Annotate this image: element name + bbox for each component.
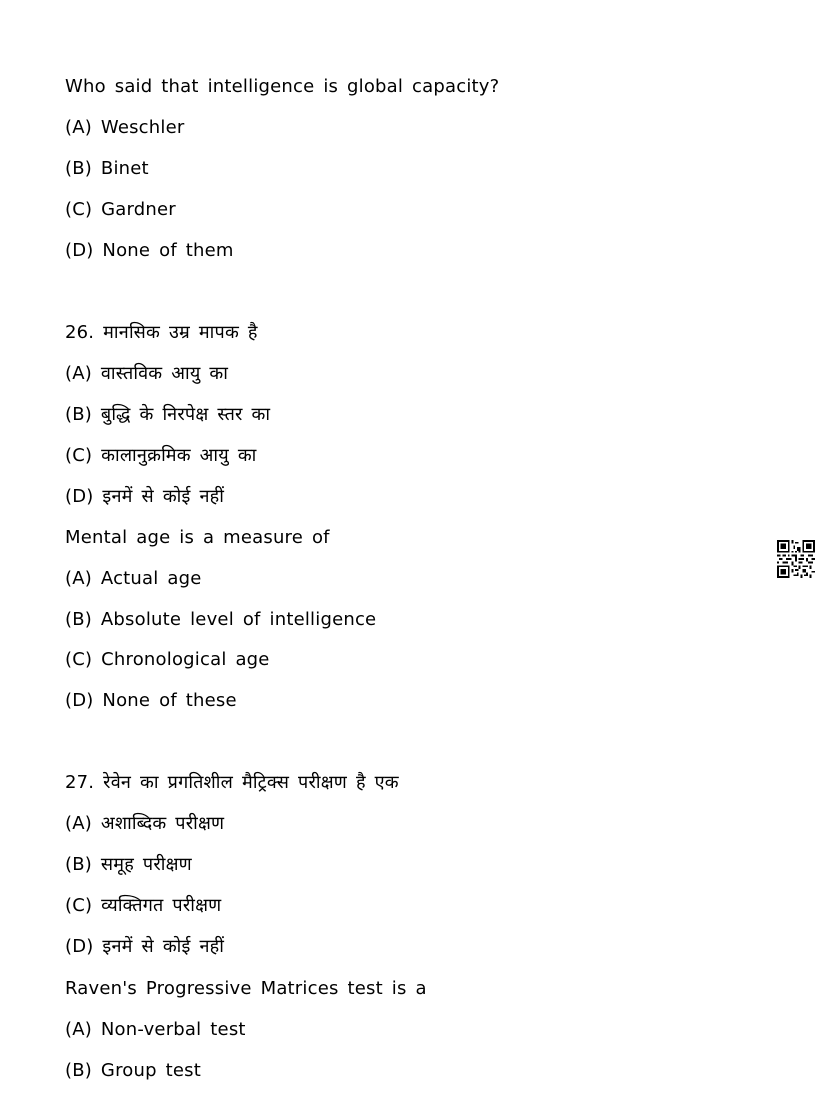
q26-option-b-en: (B) Absolute level of intelligence xyxy=(65,609,377,630)
q26-option-c-hi: (C) कालानुक्रमिक आयु का xyxy=(65,445,257,466)
q27-question-en: Raven's Progressive Matrices test is a xyxy=(65,978,427,999)
q25-option-a: (A) Weschler xyxy=(65,117,185,138)
q25-option-c: (C) Gardner xyxy=(65,199,176,220)
q26-question-en: Mental age is a measure of xyxy=(65,527,330,548)
q26-option-d-hi: (D) इनमें से कोई नहीं xyxy=(65,486,225,507)
q27-option-c-hi: (C) व्यक्तिगत परीक्षण xyxy=(65,895,222,916)
q26-option-c-en: (C) Chronological age xyxy=(65,649,270,670)
q26-option-d-en: (D) None of these xyxy=(65,690,237,711)
q26-option-a-en: (A) Actual age xyxy=(65,568,202,589)
q27-option-b-hi: (B) समूह परीक्षण xyxy=(65,854,192,875)
q25-question-en: Who said that intelligence is global capacity? xyxy=(65,76,500,97)
q25-option-b: (B) Binet xyxy=(65,158,149,179)
q26-option-b-hi: (B) बुद्धि के निरपेक्ष स्तर का xyxy=(65,404,271,425)
q26-option-a-hi: (A) वास्तविक आयु का xyxy=(65,363,229,384)
qr-code-icon xyxy=(777,540,815,578)
q27-option-d-hi: (D) इनमें से कोई नहीं xyxy=(65,936,225,957)
q27-option-a-hi: (A) अशाब्दिक परीक्षण xyxy=(65,813,225,834)
q27-question-hi: 27. रेवेन का प्रगतिशील मैट्रिक्स परीक्षण है एक xyxy=(65,772,399,793)
q27-option-b-en: (B) Group test xyxy=(65,1060,202,1081)
q27-option-a-en: (A) Non-verbal test xyxy=(65,1019,246,1040)
q25-option-d: (D) None of them xyxy=(65,240,234,261)
q26-question-hi: 26. मानसिक उम्र मापक है xyxy=(65,322,258,343)
